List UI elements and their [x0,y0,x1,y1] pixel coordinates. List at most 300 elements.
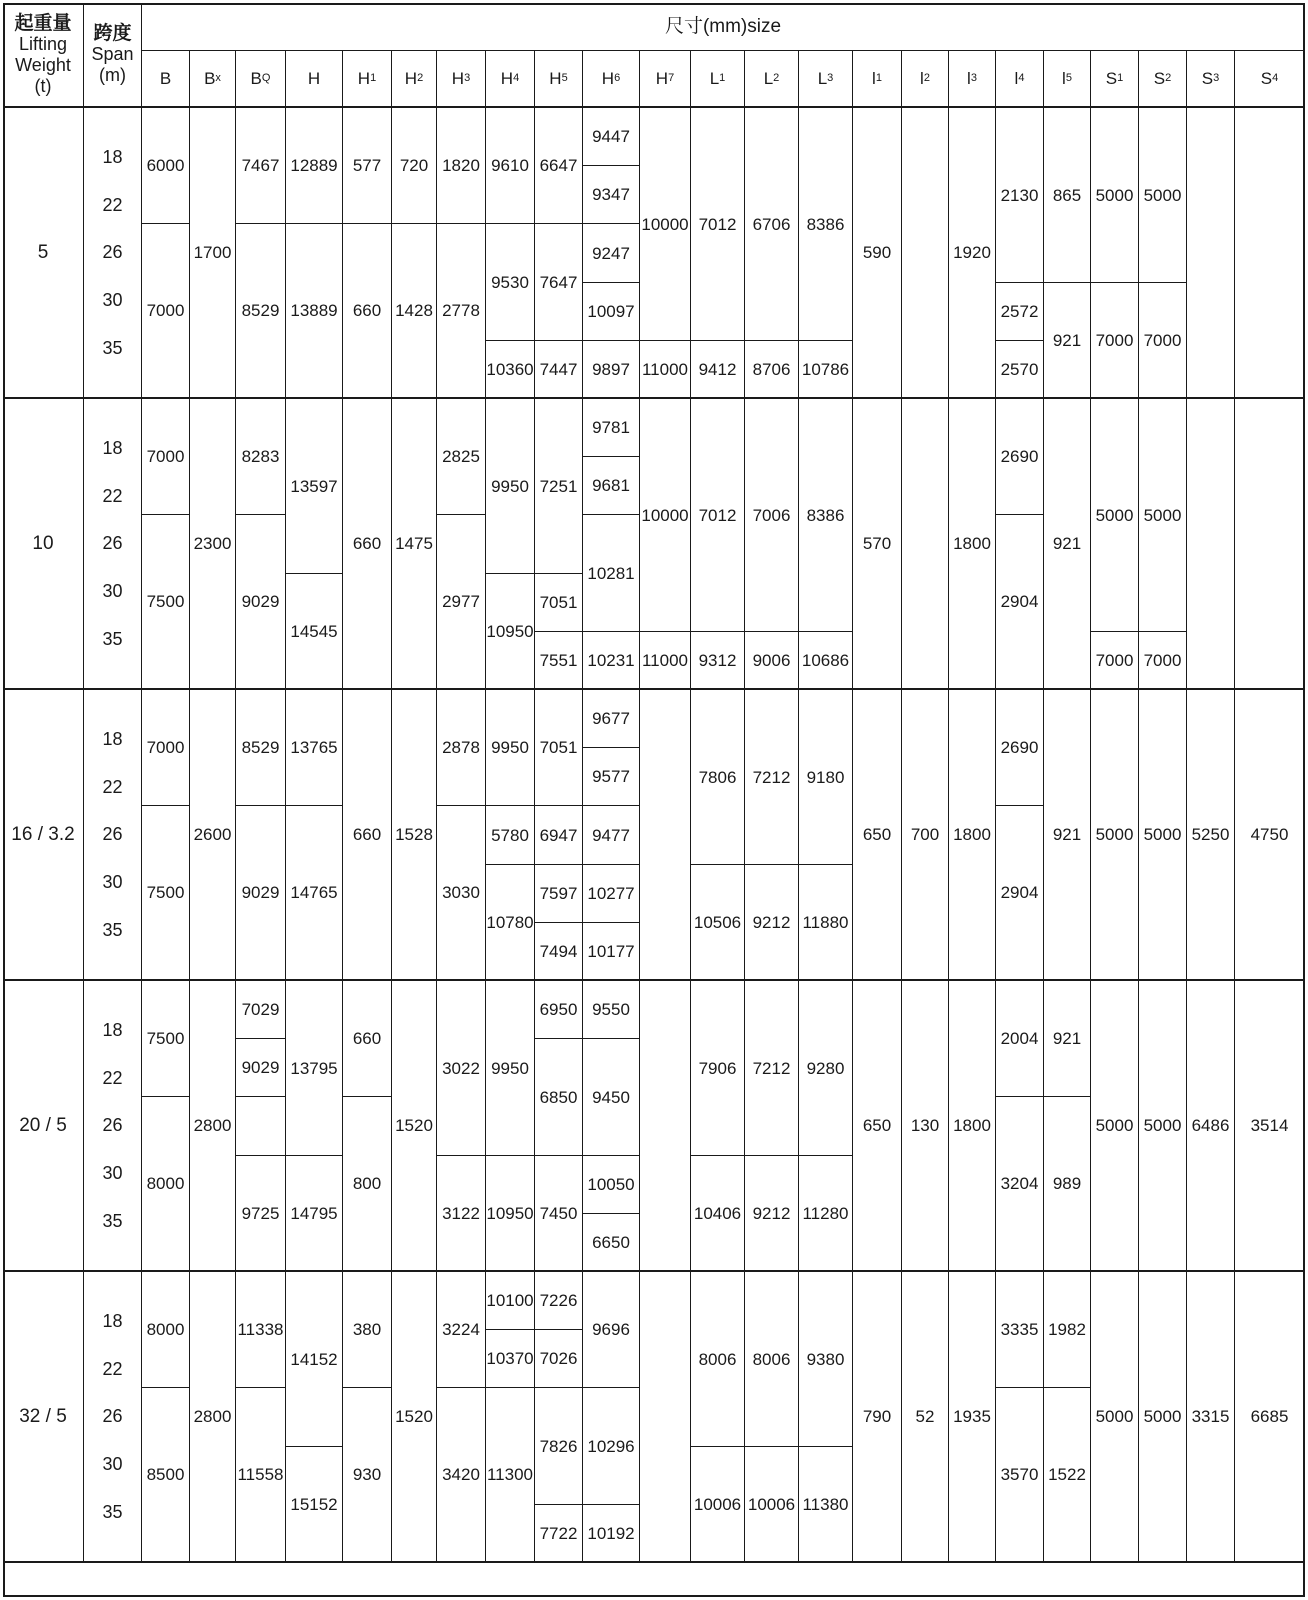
span-value: 22 [102,194,123,215]
size-cell-l5: 1982 [1044,1272,1091,1388]
size-cell-H6: 9781 [583,399,640,457]
column-symbol: H [549,69,562,88]
column-symbol: L [709,69,720,88]
column-header-l4 [996,51,1044,108]
size-cell-B: 7500 [142,515,190,690]
column-header-S1 [1091,51,1139,108]
size-cell-H3: 2825 [437,399,486,515]
column-symbol: H [655,69,669,88]
size-cell-H7: 10000 [640,108,691,341]
column-symbol: l [872,69,876,88]
column-symbol: l [967,69,971,88]
size-cell-H5: 7551 [535,632,583,690]
size-cell-L3: 10786 [799,341,853,399]
column-subscript: 7 [668,72,675,84]
span-value: 22 [102,776,123,797]
size-cell-H1: 660 [343,399,392,690]
size-cell-S1: 5000 [1091,399,1139,632]
column-subscript: Q [261,72,271,84]
size-cell-H4: 10370 [486,1330,535,1388]
size-cell-B: 8000 [142,1097,190,1272]
column-symbol: S [1260,69,1273,88]
size-cell-H6: 10097 [583,283,640,341]
size-cell-H4: 10360 [486,341,535,399]
size-cell-H1: 660 [343,224,392,399]
size-cell-H1: 800 [343,1097,392,1272]
size-cell-H5: 7647 [535,224,583,341]
column-header-S4 [1235,51,1305,108]
size-cell-S2: 7000 [1139,632,1187,690]
size-cell-H3: 3030 [437,806,486,981]
size-cell-l1: 790 [853,1272,902,1563]
size-cell-H6: 9450 [583,1039,640,1156]
size-cell-H6: 10277 [583,865,640,923]
lifting-weight-cell: 20 / 5 [3,981,84,1272]
size-cell-l4: 2904 [996,515,1044,690]
span-list [84,981,142,1272]
column-symbol: S [1105,69,1118,88]
size-cell-l5: 921 [1044,981,1091,1097]
size-cell-H6: 9897 [583,341,640,399]
size-cell-H2: 1475 [392,399,437,690]
size-cell-S1: 7000 [1091,632,1139,690]
span-value: 18 [102,728,123,749]
size-cell-BQ: 9725 [236,1156,286,1272]
column-symbol: L [763,69,774,88]
size-cell-L2: 9212 [745,1156,799,1272]
size-cell-BQ: 9029 [236,515,286,690]
size-cell-H4: 10100 [486,1272,535,1330]
column-subscript: x [215,72,221,84]
column-subscript: 3 [1213,72,1220,84]
column-header-l1 [853,51,902,108]
size-cell-L3: 11880 [799,865,853,981]
size-cell-S2: 5000 [1139,981,1187,1272]
column-subscript: 5 [561,72,568,84]
column-header-BQ [236,51,286,108]
size-cell-H2: 720 [392,108,437,224]
span-value: 22 [102,1358,123,1379]
size-cell-l2: 700 [902,690,949,981]
size-cell-H1: 577 [343,108,392,224]
size-cell-S3 [1187,108,1235,399]
size-cell-S4 [1235,108,1305,399]
size-cell-H7: 11000 [640,632,691,690]
size-cell-B: 6000 [142,108,190,224]
size-cell-L3: 9280 [799,981,853,1156]
size-cell-l4: 2572 [996,283,1044,341]
lifting-weight-cell: 16 / 3.2 [3,690,84,981]
column-subscript: 2 [1165,72,1172,84]
size-cell-B: 8000 [142,1272,190,1388]
size-cell-B: 7000 [142,224,190,399]
size-cell-H6: 9696 [583,1272,640,1388]
size-cell-H5: 6647 [535,108,583,224]
column-header-H [286,51,343,108]
size-cell-L3: 8386 [799,399,853,632]
size-cell-L3: 8386 [799,108,853,341]
span-value: 35 [102,1502,123,1523]
size-cell-l5: 921 [1044,690,1091,981]
size-cell-l5: 865 [1044,108,1091,283]
column-header-L2 [745,51,799,108]
span-list [84,690,142,981]
size-cell-L3: 11380 [799,1447,853,1563]
size-cell-H1: 660 [343,981,392,1097]
size-cell-H: 12889 [286,108,343,224]
size-cell-H6: 9247 [583,224,640,283]
size-cell-l1: 590 [853,108,902,399]
size-cell-H6: 10296 [583,1388,640,1505]
size-cell-BQ: 9029 [236,806,286,981]
span-value: 26 [102,242,123,263]
size-cell-H6: 10231 [583,632,640,690]
size-cell-L1: 10406 [691,1156,745,1272]
column-subscript: 3 [464,72,471,84]
size-cell-S3: 5250 [1187,690,1235,981]
size-cell-H7 [640,1272,691,1563]
column-header-S3 [1187,51,1235,108]
size-cell-BQ: 7029 [236,981,286,1039]
column-symbol: H [451,69,465,88]
size-cell-l4: 2904 [996,806,1044,981]
size-cell-H5: 7447 [535,341,583,399]
size-cell-H2: 1428 [392,224,437,399]
column-header-H1 [343,51,392,108]
size-cell-H6: 9347 [583,166,640,224]
size-cell-H4: 11300 [486,1388,535,1563]
size-cell-L1: 7806 [691,690,745,865]
size-cell-L1: 9412 [691,341,745,399]
size-cell-S3: 3315 [1187,1272,1235,1563]
column-symbol: l [1062,69,1066,88]
span-value: 26 [102,1406,123,1427]
lifting-weight-cn: 起重量 [14,12,72,34]
header-size-title: 尺寸(mm)size [142,3,1305,51]
size-cell-l5: 989 [1044,1097,1091,1272]
lifting-weight-en: Weight [15,54,71,75]
size-cell-H4: 9950 [486,399,535,574]
size-cell-H6: 6650 [583,1214,640,1272]
column-symbol: l [920,69,924,88]
column-subscript: 2 [417,72,424,84]
column-header-H7 [640,51,691,108]
size-cell-H: 14765 [286,806,343,981]
column-header-H3 [437,51,486,108]
lifting-weight-en: Lifting [18,33,68,54]
column-header-L1 [691,51,745,108]
span-cn: 跨度 [93,23,132,44]
column-header-l5 [1044,51,1091,108]
size-cell-H6: 9677 [583,690,640,748]
column-header-H6 [583,51,640,108]
header-lifting-weight [3,3,84,108]
size-cell-H4: 10780 [486,865,535,981]
size-cell-H5: 7494 [535,923,583,981]
lifting-weight-cell: 5 [3,108,84,399]
size-cell-H3: 2878 [437,690,486,806]
size-cell-BQ: 8283 [236,399,286,515]
size-cell-BQ: 11338 [236,1272,286,1388]
size-cell-l3: 1800 [949,399,996,690]
size-cell-L1: 10506 [691,865,745,981]
size-cell-B: 7500 [142,806,190,981]
span-value: 26 [102,533,123,554]
column-symbol: H [357,69,371,88]
size-cell-L2: 10006 [745,1447,799,1563]
size-cell-l4: 2690 [996,690,1044,806]
span-en: Span [91,44,134,64]
column-header-B [142,51,190,108]
span-value: 18 [102,1310,123,1331]
span-value: 30 [102,581,123,602]
column-subscript: 3 [827,72,834,84]
size-cell-H2: 1528 [392,690,437,981]
size-cell-H: 14545 [286,574,343,690]
span-value: 18 [102,146,123,167]
size-cell-H3: 3122 [437,1156,486,1272]
column-subscript: 1 [875,72,882,84]
size-cell-H4: 5780 [486,806,535,865]
size-cell-H5: 7597 [535,865,583,923]
size-cell-L1: 7012 [691,108,745,341]
size-cell-B: 7000 [142,690,190,806]
size-cell-H5: 7251 [535,399,583,574]
span-value: 26 [102,824,123,845]
column-header-H4 [486,51,535,108]
size-cell-L3: 10686 [799,632,853,690]
size-cell-H3: 2778 [437,224,486,399]
span-value: 22 [102,485,123,506]
size-cell-l4: 2690 [996,399,1044,515]
size-cell-H5: 6947 [535,806,583,865]
column-subscript: 1 [719,72,726,84]
column-header-H5 [535,51,583,108]
size-cell-H: 13597 [286,399,343,574]
size-cell-H7: 11000 [640,341,691,399]
size-cell-H4: 9530 [486,224,535,341]
size-cell-H: 14152 [286,1272,343,1447]
size-cell-H5: 7051 [535,574,583,632]
column-header-S2 [1139,51,1187,108]
size-cell-BQ [236,1097,286,1156]
size-cell-H7: 10000 [640,399,691,632]
size-cell-B: 7500 [142,981,190,1097]
size-cell-H: 14795 [286,1156,343,1272]
size-cell-H5: 7226 [535,1272,583,1330]
span-value: 35 [102,920,123,941]
size-cell-l5: 921 [1044,399,1091,690]
span-value: 18 [102,1019,123,1040]
column-subscript: 1 [370,72,377,84]
size-cell-H3: 3420 [437,1388,486,1563]
size-cell-S2: 5000 [1139,1272,1187,1563]
lifting-weight-cell: 32 / 5 [3,1272,84,1563]
size-cell-S3: 6486 [1187,981,1235,1272]
size-cell-L2: 8006 [745,1272,799,1447]
size-cell-l3: 1920 [949,108,996,399]
size-cell-H5: 7826 [535,1388,583,1505]
size-cell-S1: 5000 [1091,1272,1139,1563]
span-value: 35 [102,1211,123,1232]
column-header-Bx [190,51,236,108]
size-cell-H2: 1520 [392,1272,437,1563]
size-cell-L2: 8706 [745,341,799,399]
span-en: (m) [99,65,126,85]
column-header-l2 [902,51,949,108]
size-cell-S1: 5000 [1091,690,1139,981]
size-cell-H6: 10050 [583,1156,640,1214]
span-list [84,1272,142,1563]
span-value: 35 [102,629,123,650]
size-cell-BQ: 7467 [236,108,286,224]
size-cell-l1: 570 [853,399,902,690]
size-cell-l5: 1522 [1044,1388,1091,1563]
column-subscript: 1 [1117,72,1124,84]
column-subscript: 4 [1018,72,1025,84]
column-subscript: 2 [773,72,780,84]
size-cell-H1: 380 [343,1272,392,1388]
size-cell-H: 15152 [286,1447,343,1563]
size-cell-H6: 9447 [583,108,640,166]
column-symbol: H [404,69,418,88]
span-value: 26 [102,1115,123,1136]
column-symbol: S [1201,69,1214,88]
column-symbol: B [159,69,172,88]
column-subscript: 2 [923,72,930,84]
size-cell-l4: 2004 [996,981,1044,1097]
size-cell-l4: 3204 [996,1097,1044,1272]
size-cell-S4 [1235,399,1305,690]
size-cell-S1: 5000 [1091,981,1139,1272]
column-symbol: S [1153,69,1166,88]
size-cell-H7 [640,981,691,1272]
size-cell-H: 13795 [286,981,343,1156]
size-cell-l4: 3335 [996,1272,1044,1388]
column-subscript: 4 [1272,72,1279,84]
span-value: 22 [102,1067,123,1088]
size-cell-H4: 9950 [486,981,535,1156]
span-list [84,399,142,690]
size-cell-H: 13889 [286,224,343,399]
size-cell-S4: 3514 [1235,981,1305,1272]
size-cell-S2: 5000 [1139,108,1187,283]
size-cell-S3 [1187,399,1235,690]
column-symbol: H [307,69,321,88]
size-cell-Bx: 1700 [190,108,236,399]
size-cell-L2: 7212 [745,981,799,1156]
column-subscript: 3 [970,72,977,84]
size-cell-H6: 9681 [583,457,640,515]
lifting-weight-en: (t) [34,75,52,96]
size-cell-L2: 7212 [745,690,799,865]
size-cell-H6: 9577 [583,748,640,806]
size-cell-L1: 7906 [691,981,745,1156]
size-cell-S2: 5000 [1139,690,1187,981]
size-cell-H1: 660 [343,690,392,981]
column-symbol: H [500,69,514,88]
header-span [84,3,142,108]
size-cell-H5: 6950 [535,981,583,1039]
column-subscript: 5 [1065,72,1072,84]
size-cell-L1: 8006 [691,1272,745,1447]
size-cell-H6: 10281 [583,515,640,632]
column-header-l3 [949,51,996,108]
size-cell-l2 [902,108,949,399]
size-cell-L1: 9312 [691,632,745,690]
size-cell-l3: 1800 [949,690,996,981]
size-cell-BQ: 11558 [236,1388,286,1563]
size-cell-l4: 2570 [996,341,1044,399]
size-cell-S1: 5000 [1091,108,1139,283]
size-cell-H6: 9550 [583,981,640,1039]
size-cell-H5: 7722 [535,1505,583,1563]
size-cell-L1: 10006 [691,1447,745,1563]
size-cell-L2: 9212 [745,865,799,981]
size-cell-H4: 9610 [486,108,535,224]
size-cell-H3: 3224 [437,1272,486,1388]
size-cell-H5: 7051 [535,690,583,806]
size-cell-H3: 3022 [437,981,486,1156]
span-value: 30 [102,1163,123,1184]
span-value: 30 [102,872,123,893]
size-cell-H2: 1520 [392,981,437,1272]
size-cell-Bx: 2300 [190,399,236,690]
size-cell-L2: 6706 [745,108,799,341]
size-cell-l4: 2130 [996,108,1044,283]
size-cell-l4: 3570 [996,1388,1044,1563]
column-symbol: B [204,69,216,88]
size-cell-l3: 1935 [949,1272,996,1563]
column-subscript: 6 [614,72,621,84]
size-cell-H4: 9950 [486,690,535,806]
size-cell-l2: 130 [902,981,949,1272]
size-cell-H3: 2977 [437,515,486,690]
size-cell-l5: 921 [1044,283,1091,399]
size-cell-Bx: 2800 [190,1272,236,1563]
column-symbol: H [601,69,615,88]
size-cell-H1: 930 [343,1388,392,1563]
span-value: 18 [102,437,123,458]
lifting-weight-cell: 10 [3,399,84,690]
size-cell-H6: 9477 [583,806,640,865]
span-list [84,108,142,399]
size-cell-H6: 10177 [583,923,640,981]
column-symbol: l [1014,69,1019,88]
size-cell-l2 [902,399,949,690]
size-cell-L3: 11280 [799,1156,853,1272]
size-cell-S1: 7000 [1091,283,1139,399]
size-cell-S4: 6685 [1235,1272,1305,1563]
size-cell-B: 7000 [142,399,190,515]
size-cell-L2: 7006 [745,399,799,632]
size-cell-L3: 9180 [799,690,853,865]
span-value: 35 [102,338,123,359]
column-subscript: 4 [513,72,520,84]
size-cell-H4: 10950 [486,574,535,690]
size-cell-Bx: 2600 [190,690,236,981]
size-cell-l1: 650 [853,690,902,981]
size-cell-H7 [640,690,691,981]
column-header-L3 [799,51,853,108]
size-cell-L1: 7012 [691,399,745,632]
size-cell-S2: 5000 [1139,399,1187,632]
size-cell-H5: 7026 [535,1330,583,1388]
column-symbol: B [250,69,262,88]
size-cell-H4: 10950 [486,1156,535,1272]
column-header-H2 [392,51,437,108]
size-cell-H5: 7450 [535,1156,583,1272]
